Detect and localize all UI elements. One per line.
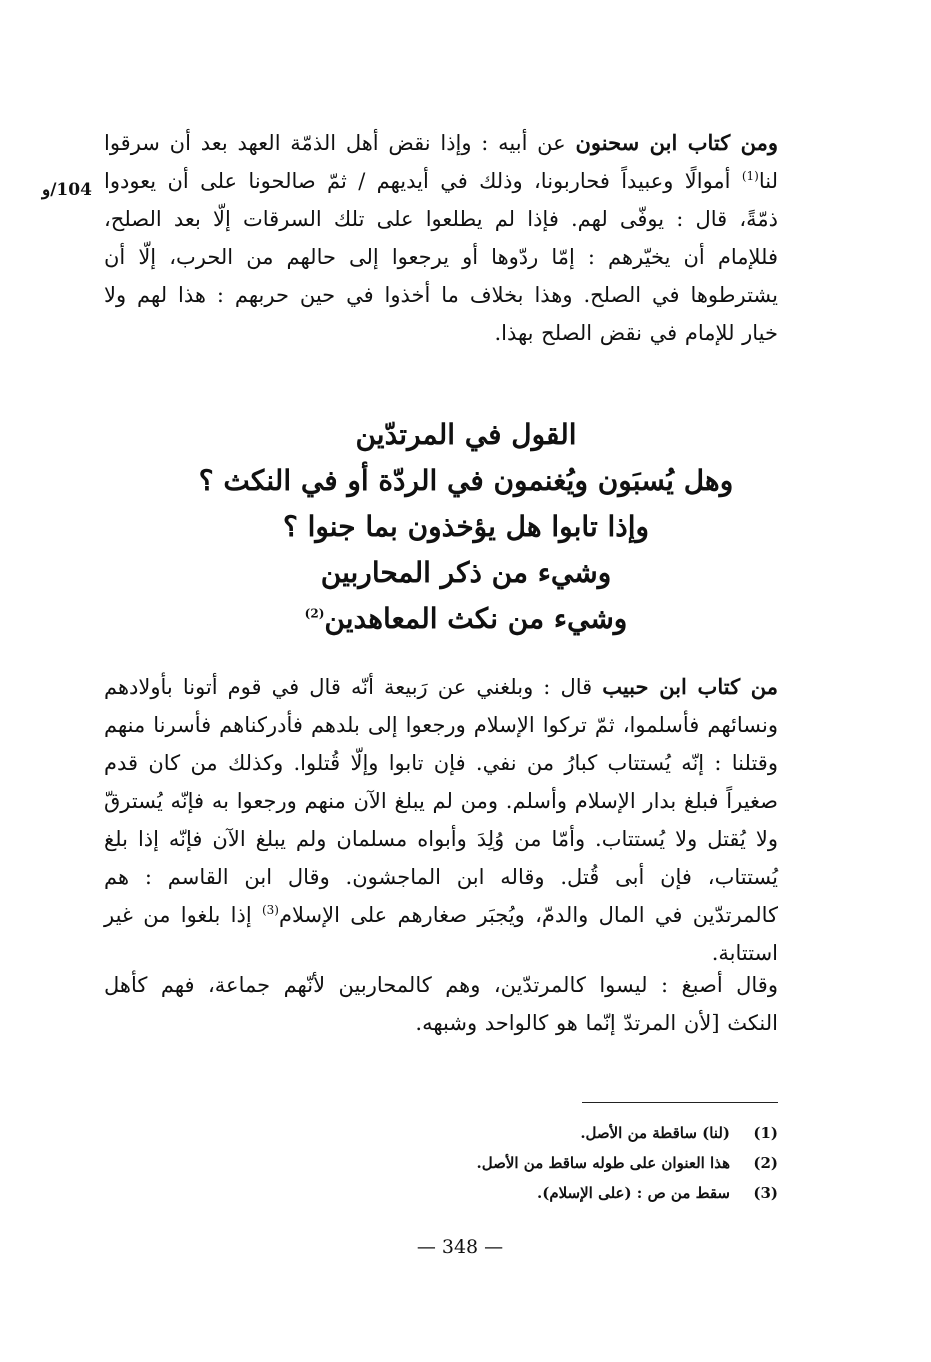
source-reference: من كتاب ابن حبيب [602, 674, 778, 699]
manuscript-folio-reference: 104/و [42, 180, 92, 200]
paragraph-text: عن أبيه : وإذا نقض أهل الذمّة العهد بعد أن سرقوا لنا [104, 131, 778, 193]
footnote-divider [582, 1102, 778, 1103]
footnote-item [300, 1178, 778, 1208]
footnote-marker: (1) [741, 169, 759, 183]
source-reference: ومن كتاب ابن سحنون [575, 130, 778, 155]
heading-line: وإذا تابوا هل يؤخذون بما جنوا ؟ [282, 510, 650, 543]
footnote-marker: (3) [261, 903, 279, 917]
footnote-item [300, 1148, 778, 1178]
footnote-text: (لنا) ساقطة من الأصل. [580, 1124, 730, 1142]
paragraph-text: أموالًا وعبيداً فحاربونا، وذلك في أيديهم / ثمّ صالحونا على أن يعودوا ذمّةً، قال : يوفّى لهم. فإذا لم يطلعوا على تلك السرقات إلّا بعد الصلح، فللإمام أن يخيّرهم : إمّا ردّوها أو يرجعوا إلى حالهم من الحرب، إلّا أن يشترطوها في الصلح. وهذا بخلاف ما أخذوا في حين حربهم : هذا لهم ولا خيار للإمام في نقض الصلح بهذا. [104, 169, 778, 345]
footnote-number: (2) [753, 1154, 778, 1172]
heading-text: وشيء من نكث المعاهدين [324, 602, 628, 635]
paragraph-ibn-sahnun [104, 124, 778, 352]
footnotes [300, 1118, 778, 1208]
paragraph-text: قال : وبلغني عن رَبيعة أنّه قال في قوم أتونا بأولادهم ونسائهم فأسلموا، ثمّ تركوا الإسلام ورجعوا إلى بلدهم فأدركناهم فأسرنا منهم وقتلنا : إنّه يُستتاب كبارُ من نفي. فإن تابوا وإلّا قُتلوا. وكذلك من كان قدم صغيراً فبلغ بدار الإسلام وأسلم. ومن لم يبلغ الآن منهم ورجعوا به فإنّه يُسترقّ ولا يُقتل ولا يُستتاب. وأمّا من وُلِدَ وأبواه مسلمان ولم يبلغ الآن فإنّه إذا بلغ يُستتاب، فإن أبى قُتل. وقاله ابن الماجشون. وقال ابن القاسم : هم كالمرتدّين في المال والدمّ، ويُجبَر صغارهم على الإسلام [104, 675, 778, 927]
footnote-number: (3) [753, 1184, 778, 1202]
section-heading [150, 412, 782, 642]
paragraph-ibn-habib [104, 668, 778, 972]
footnote-item [300, 1118, 778, 1148]
paragraph-asbagh: وقال أصبغ : ليسوا كالمرتدّين، وهم كالمحاربين لأنّهم جماعة، فهم كأهل النكث [لأن المرتدّ إنّما هو كالواحد وشبهه. [104, 973, 778, 1035]
page-number: — 348 — [416, 1236, 504, 1258]
heading-line-with-marker [150, 596, 782, 642]
footnote-marker: (2) [304, 606, 325, 621]
heading-line: وشيء من ذكر المحاربين [320, 556, 612, 589]
footnote-text: هذا العنوان على طوله ساقط من الأصل. [476, 1154, 730, 1172]
heading-line: القول في المرتدّين [355, 418, 577, 451]
footnote-number: (1) [753, 1124, 778, 1142]
paragraph-text: إذا بلغوا من غير استتابة. [104, 903, 778, 965]
footnote-text: سقط من ص : (على الإسلام). [537, 1184, 730, 1202]
heading-line: وهل يُسبَون ويُغنمون في الردّة أو في النكث ؟ [198, 464, 734, 497]
